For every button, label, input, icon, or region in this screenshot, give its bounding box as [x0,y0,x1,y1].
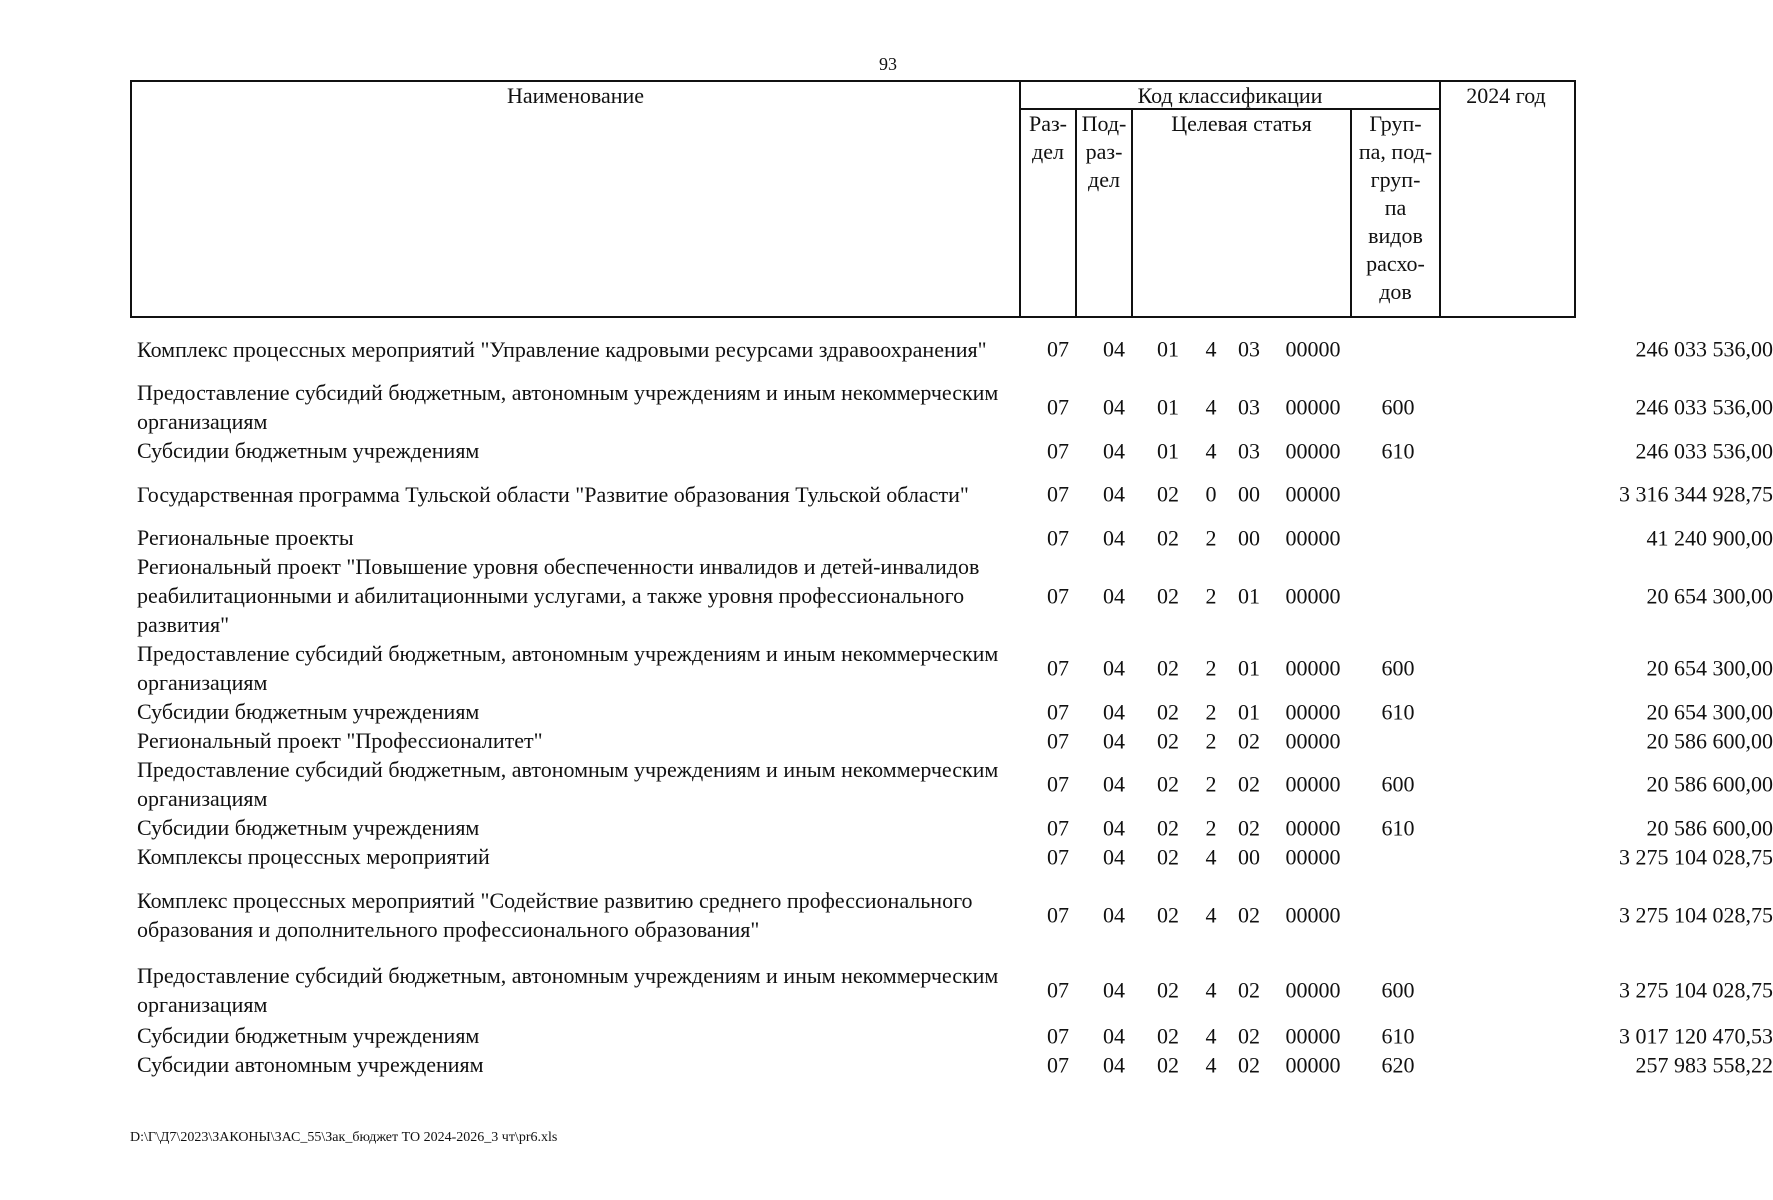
code-target-4: 00000 [1285,1052,1341,1077]
code-target-1: 02 [1157,844,1179,869]
code-target-1: 02 [1157,728,1179,753]
table-row [133,1021,1773,1050]
amount: 257 983 558,22 [1635,1052,1773,1077]
code-razdel: 07 [1047,1023,1069,1048]
divider [1131,110,1133,318]
code-razdel: 07 [1047,583,1069,608]
table-row [133,378,1773,436]
code-target-3: 00 [1238,525,1260,550]
code-podrazdel: 04 [1103,525,1125,550]
code-podrazdel: 04 [1103,815,1125,840]
code-target-4: 00000 [1285,977,1341,1003]
code-target-4: 00000 [1285,728,1341,753]
name: Субсидии бюджетным учреждениям [137,1023,480,1048]
code-target-4: 00000 [1285,583,1341,608]
code-group: 610 [1381,1023,1415,1048]
code-razdel: 07 [1047,336,1069,362]
code-target-4: 00000 [1285,902,1341,928]
amount: 20 654 300,00 [1646,583,1773,608]
amount: 3 316 344 928,75 [1619,481,1773,507]
name: Комплекс процессных мероприятий "Содействие развитию среднего профессионального образования и дополнительного профессионального образования" [137,888,973,942]
code-target-1: 02 [1157,815,1179,840]
code-razdel: 07 [1047,655,1069,681]
amount: 20 586 600,00 [1646,728,1773,753]
code-podrazdel: 04 [1103,481,1125,507]
table-row [133,842,1773,871]
code-group: 620 [1381,1052,1415,1077]
code-razdel: 07 [1047,525,1069,550]
header-year: 2024 год [1466,83,1546,108]
code-target-2: 2 [1205,583,1217,608]
code-group: 600 [1381,655,1415,681]
code-target-4: 00000 [1285,844,1341,869]
code-target-2: 4 [1205,902,1217,928]
code-podrazdel: 04 [1103,699,1125,724]
amount: 246 033 536,00 [1635,336,1773,362]
code-razdel: 07 [1047,438,1069,463]
name: Региональные проекты [137,525,354,550]
code-target-2: 4 [1205,1052,1217,1077]
amount: 20 586 600,00 [1646,815,1773,840]
code-group: 600 [1381,977,1415,1003]
page-number: 93 [879,54,897,74]
code-target-4: 00000 [1285,336,1341,362]
table-row [133,1050,1773,1079]
code-target-2: 4 [1205,394,1217,420]
code-podrazdel: 04 [1103,771,1125,797]
code-group: 610 [1381,815,1415,840]
amount: 3 275 104 028,75 [1619,902,1773,928]
name: Предоставление субсидий бюджетным, автономным учреждениям и иным некоммерческим организациям [137,963,999,1017]
code-target-4: 00000 [1285,771,1341,797]
code-target-3: 01 [1238,655,1260,681]
code-target-3: 03 [1238,336,1260,362]
code-razdel: 07 [1047,728,1069,753]
code-razdel: 07 [1047,394,1069,420]
code-group: 600 [1381,394,1415,420]
header-razdel: Раз- дел [1028,111,1068,164]
table-row [133,755,1773,813]
header-podrazdel: Под- раз- дел [1081,111,1127,192]
code-target-4: 00000 [1285,699,1341,724]
amount: 3 017 120 470,53 [1619,1023,1773,1048]
header-group: Груп- па, под- груп- па видов расхо- дов [1358,111,1433,304]
header-code-group: Код классификации [1137,83,1323,108]
code-target-3: 03 [1238,394,1260,420]
code-podrazdel: 04 [1103,583,1125,608]
code-target-2: 4 [1205,438,1217,463]
code-target-3: 03 [1238,438,1260,463]
code-razdel: 07 [1047,977,1069,1003]
code-target-1: 02 [1157,655,1179,681]
code-group: 610 [1381,438,1415,463]
divider [1439,82,1441,318]
code-group: 610 [1381,699,1415,724]
code-target-2: 2 [1205,655,1217,681]
code-razdel: 07 [1047,1052,1069,1077]
code-target-1: 02 [1157,699,1179,724]
code-target-1: 02 [1157,902,1179,928]
code-target-4: 00000 [1285,394,1341,420]
code-target-1: 02 [1157,977,1179,1003]
name: Государственная программа Тульской области "Развитие образования Тульской области" [137,481,969,507]
code-target-2: 2 [1205,815,1217,840]
code-target-2: 4 [1205,336,1217,362]
code-target-3: 02 [1238,977,1260,1003]
code-podrazdel: 04 [1103,655,1125,681]
name: Предоставление субсидий бюджетным, автономным учреждениям и иным некоммерческим организациям [137,641,999,695]
name: Субсидии бюджетным учреждениям [137,699,480,724]
table-row [133,523,1773,552]
name: Комплексы процессных мероприятий [137,844,490,869]
code-target-3: 02 [1238,771,1260,797]
header-name: Наименование [506,83,645,108]
amount: 246 033 536,00 [1635,394,1773,420]
code-podrazdel: 04 [1103,394,1125,420]
code-target-2: 0 [1205,481,1217,507]
code-podrazdel: 04 [1103,1023,1125,1048]
code-target-1: 01 [1157,394,1179,420]
name: Предоставление субсидий бюджетным, автономным учреждениям и иным некоммерческим организациям [137,757,999,811]
code-razdel: 07 [1047,844,1069,869]
code-target-1: 01 [1157,438,1179,463]
code-target-4: 00000 [1285,438,1341,463]
code-target-2: 2 [1205,771,1217,797]
code-target-4: 00000 [1285,655,1341,681]
file-path: D:\Г\Д7\2023\ЗАКОНЫ\ЗАС_55\Зак_бюджет ТО 2024-2026_3 чт\pr6.xls [130,1130,558,1145]
table-header [130,80,1576,318]
table-row [133,871,1773,959]
amount: 3 275 104 028,75 [1619,844,1773,869]
code-target-2: 4 [1205,844,1217,869]
name: Субсидии бюджетным учреждениям [137,815,480,840]
code-target-4: 00000 [1285,525,1341,550]
table-body [133,320,1773,1079]
code-target-2: 2 [1205,728,1217,753]
code-target-3: 00 [1238,481,1260,507]
amount: 3 275 104 028,75 [1619,977,1773,1003]
name: Региональный проект "Повышение уровня обеспеченности инвалидов и детей-инвалидов реабилитационными и абилитационными услугами, а также уровня профессионального развития" [137,554,980,637]
code-target-1: 02 [1157,1023,1179,1048]
table-row [133,436,1773,465]
code-target-1: 02 [1157,1052,1179,1077]
table-row [133,552,1773,639]
code-razdel: 07 [1047,771,1069,797]
code-target-3: 00 [1238,844,1260,869]
amount: 246 033 536,00 [1635,438,1773,463]
table-row [133,465,1773,523]
code-target-1: 02 [1157,771,1179,797]
code-target-2: 2 [1205,699,1217,724]
code-podrazdel: 04 [1103,728,1125,753]
name: Предоставление субсидий бюджетным, автономным учреждениям и иным некоммерческим организациям [137,380,999,434]
code-podrazdel: 04 [1103,902,1125,928]
name: Региональный проект "Профессионалитет" [137,728,543,753]
code-podrazdel: 04 [1103,438,1125,463]
code-target-3: 02 [1238,728,1260,753]
name: Комплекс процессных мероприятий "Управление кадровыми ресурсами здравоохранения" [137,336,987,362]
code-target-3: 02 [1238,902,1260,928]
code-target-3: 02 [1238,815,1260,840]
code-podrazdel: 04 [1103,336,1125,362]
code-target-1: 01 [1157,336,1179,362]
table-row [133,320,1773,378]
code-target-3: 01 [1238,699,1260,724]
code-target-1: 02 [1157,525,1179,550]
code-razdel: 07 [1047,815,1069,840]
amount: 20 654 300,00 [1646,699,1773,724]
code-target-4: 00000 [1285,1023,1341,1048]
table-row [133,813,1773,842]
code-target-1: 02 [1157,583,1179,608]
code-target-1: 02 [1157,481,1179,507]
code-target-2: 2 [1205,525,1217,550]
table-row [133,726,1773,755]
name: Субсидии бюджетным учреждениям [137,438,480,463]
code-target-3: 02 [1238,1023,1260,1048]
code-target-2: 4 [1205,977,1217,1003]
code-razdel: 07 [1047,902,1069,928]
code-target-4: 00000 [1285,815,1341,840]
code-podrazdel: 04 [1103,977,1125,1003]
name: Субсидии автономным учреждениям [137,1052,484,1077]
code-podrazdel: 04 [1103,1052,1125,1077]
code-group: 600 [1381,771,1415,797]
table-row [133,697,1773,726]
code-razdel: 07 [1047,699,1069,724]
code-target-2: 4 [1205,1023,1217,1048]
amount: 20 654 300,00 [1646,655,1773,681]
amount: 41 240 900,00 [1646,525,1773,550]
code-podrazdel: 04 [1103,844,1125,869]
code-razdel: 07 [1047,481,1069,507]
code-target-4: 00000 [1285,481,1341,507]
table-row [133,959,1773,1021]
code-target-3: 01 [1238,583,1260,608]
amount: 20 586 600,00 [1646,771,1773,797]
code-target-3: 02 [1238,1052,1260,1077]
header-target: Целевая статья [1171,111,1312,136]
table-row [133,639,1773,697]
